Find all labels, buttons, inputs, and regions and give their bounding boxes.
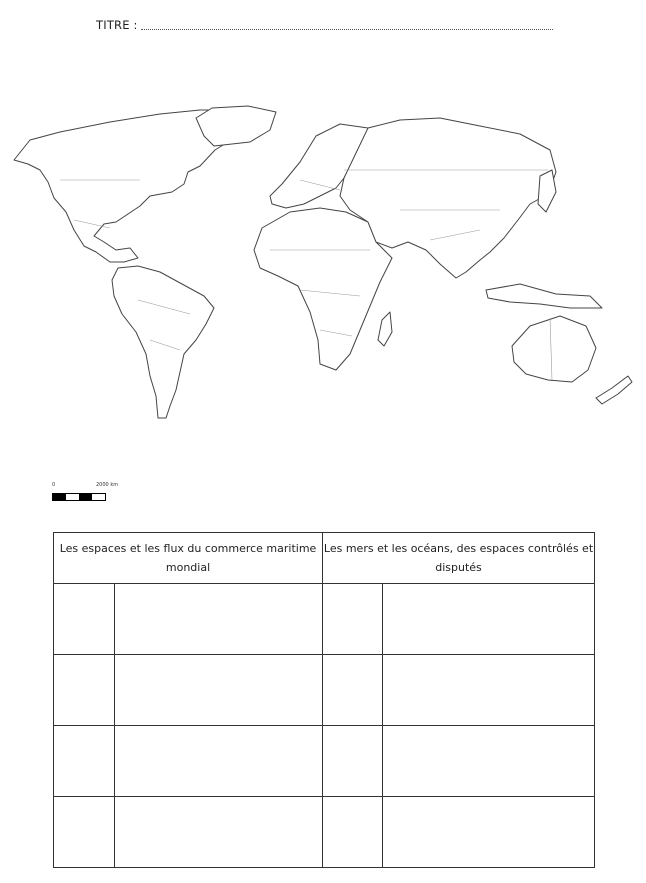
- legend-symbol-cell[interactable]: [323, 726, 383, 797]
- scale-bar: [52, 493, 106, 501]
- legend-text-cell[interactable]: [383, 726, 595, 797]
- legend-symbol-cell[interactable]: [54, 797, 115, 868]
- title-line: [96, 18, 553, 32]
- legend-row: [54, 726, 595, 797]
- legend-row: [54, 797, 595, 868]
- south-america: [112, 266, 214, 418]
- southeast-asia-islands: [486, 284, 602, 308]
- legend-text-cell[interactable]: [115, 584, 323, 655]
- legend-row: [54, 655, 595, 726]
- legend-text-cell[interactable]: [115, 726, 323, 797]
- legend-table: [53, 532, 595, 868]
- legend-text-cell[interactable]: [383, 797, 595, 868]
- madagascar: [378, 312, 392, 346]
- legend-text-cell[interactable]: [383, 655, 595, 726]
- legend-header-oceans: Les mers et les océans, des espaces contrôlés et disputés: [323, 533, 595, 584]
- greenland: [196, 106, 276, 146]
- scale-end-label: 2000 km: [96, 482, 119, 488]
- map-scale: [52, 482, 132, 506]
- legend-symbol-cell[interactable]: [323, 797, 383, 868]
- world-map: [0, 100, 646, 430]
- legend-symbol-cell[interactable]: [54, 726, 115, 797]
- japan: [538, 170, 556, 212]
- title-fill-line[interactable]: [141, 29, 553, 30]
- scale-start-label: 0: [52, 482, 56, 488]
- africa: [254, 208, 392, 370]
- legend-text-cell[interactable]: [383, 584, 595, 655]
- legend-symbol-cell[interactable]: [54, 655, 115, 726]
- legend-row: [54, 584, 595, 655]
- new-zealand: [596, 376, 632, 404]
- australia: [512, 316, 596, 382]
- legend-symbol-cell[interactable]: [323, 655, 383, 726]
- legend-symbol-cell[interactable]: [54, 584, 115, 655]
- legend-symbol-cell[interactable]: [323, 584, 383, 655]
- legend-text-cell[interactable]: [115, 797, 323, 868]
- legend-header-row: [54, 533, 595, 584]
- title-label: TITRE :: [96, 18, 138, 32]
- legend-text-cell[interactable]: [115, 655, 323, 726]
- legend-header-commerce: Les espaces et les flux du commerce maritime mondial: [54, 533, 323, 584]
